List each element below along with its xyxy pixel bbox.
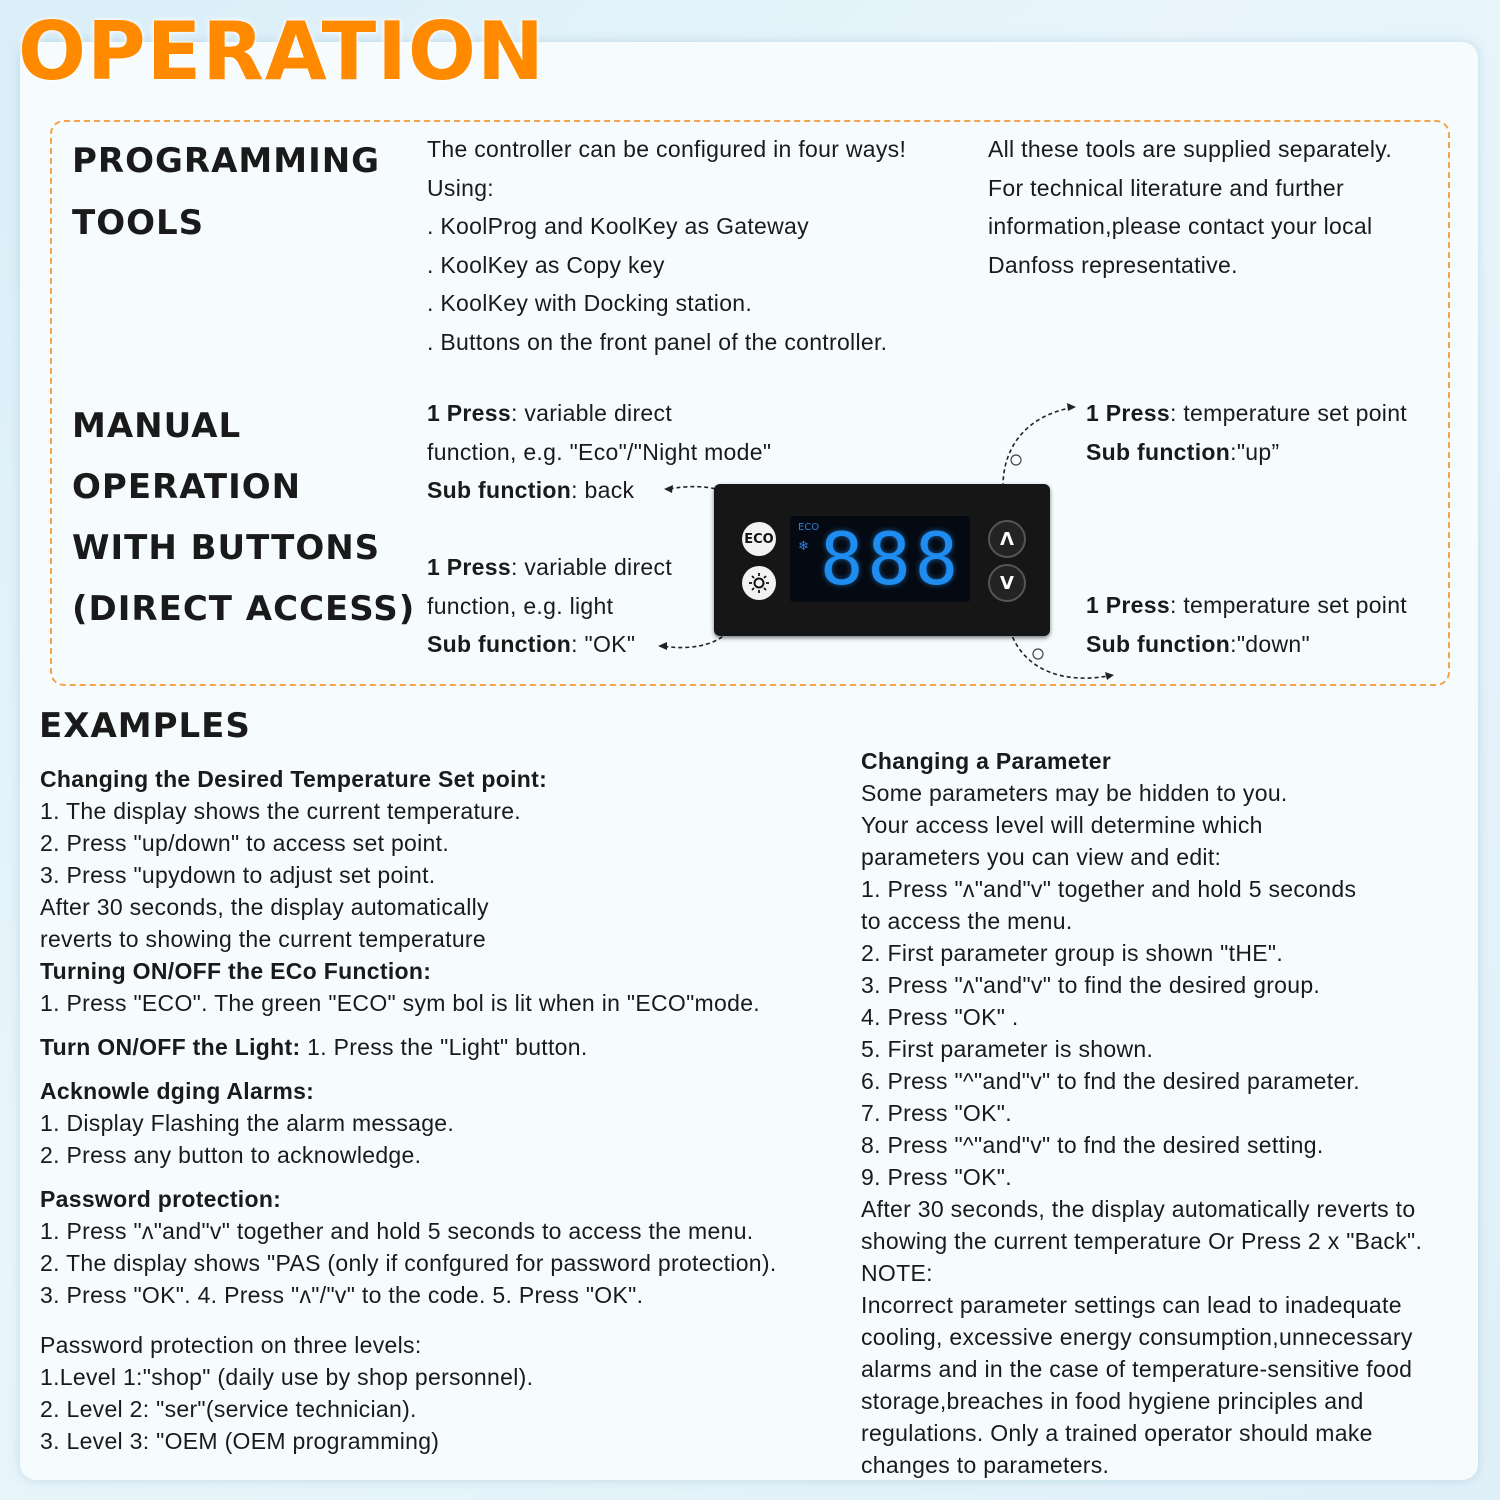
- up-button[interactable]: Λ: [988, 520, 1026, 558]
- list-item: 3. Press "upydown to adjust set point.: [40, 862, 436, 888]
- display-digits: 888: [820, 517, 963, 601]
- light-section: [40, 1031, 840, 1063]
- eco-indicator: ECO: [798, 522, 820, 533]
- sub-function-text: :"up”: [1230, 438, 1280, 465]
- list-item: 2. Press "up/down" to access set point.: [40, 830, 450, 856]
- function-text: function, e.g. "Eco"/"Night mode": [427, 438, 772, 465]
- down-button[interactable]: V: [988, 564, 1026, 602]
- list-item: 1. The display shows the current temperature.: [40, 798, 521, 824]
- light-bulb-icon: [748, 572, 770, 594]
- arrowhead: [1105, 672, 1114, 680]
- press-text: : variable direct: [510, 400, 673, 426]
- list-item: storage,breaches in food hygiene principles and: [861, 1388, 1364, 1414]
- eco-button[interactable]: ECO: [742, 522, 776, 556]
- list-item: reverts to showing the current temperature: [40, 926, 486, 952]
- list-item: 2. First parameter group is shown "tHE".: [861, 940, 1284, 966]
- list-item: 1. Display Flashing the alarm message.: [40, 1110, 455, 1136]
- sub-function-label: Sub function: [427, 477, 572, 503]
- list-item: changes to parameters.: [861, 1452, 1110, 1478]
- list-item: 4. Press "OK" .: [861, 1004, 1019, 1030]
- sub-function-text: : "OK": [571, 631, 636, 657]
- sub-function-label: Sub function: [1086, 630, 1231, 657]
- section-heading: Turn ON/OFF the Light:: [40, 1034, 301, 1060]
- list-item: . Buttons on the front panel of the controller.: [427, 328, 888, 355]
- list-item: 5. First parameter is shown.: [861, 1036, 1154, 1062]
- press-label: 1 Press: [1086, 592, 1170, 618]
- press-label: 1 Press: [427, 400, 511, 426]
- list-item: 8. Press "^"and"v" to fnd the desired setting.: [861, 1132, 1324, 1158]
- section-heading: Changing the Desired Temperature Set point:: [40, 766, 548, 792]
- list-item: alarms and in the case of temperature-sensitive food: [861, 1356, 1413, 1382]
- list-item: 3. Press "ʌ"and"v" to find the desired group.: [861, 972, 1321, 998]
- finger-icon: [1033, 649, 1043, 659]
- list-item: 1. Press "ʌ"and"v" together and hold 5 seconds: [861, 876, 1357, 902]
- list-item: Using:: [427, 174, 494, 201]
- heading-line: WITH BUTTONS: [72, 528, 381, 568]
- examples-heading: EXAMPLES: [39, 706, 251, 746]
- list-item: The controller can be configured in four ways!: [427, 136, 907, 162]
- list-item: After 30 seconds, the display automatically: [40, 894, 489, 920]
- finger-icon: [1011, 455, 1021, 465]
- heading-line: MANUAL: [72, 406, 242, 446]
- arrowhead: [658, 642, 667, 650]
- list-item: After 30 seconds, the display automatically reverts to: [861, 1196, 1416, 1222]
- list-item: . KoolKey with Docking station.: [427, 290, 753, 316]
- section-heading: Password protection:: [40, 1186, 282, 1212]
- section-heading: Turning ON/OFF the ECo Function:: [40, 958, 432, 984]
- sub-function-text: : back: [571, 477, 635, 503]
- list-item: 6. Press "^"and"v" to fnd the desired parameter.: [861, 1068, 1360, 1094]
- page-title: OPERATION: [18, 5, 545, 98]
- list-item: 2. The display shows "PAS (only if confgured for password protection).: [40, 1250, 777, 1276]
- sub-function-label: Sub function: [427, 631, 572, 657]
- list-item: regulations. Only a trained operator should make: [861, 1420, 1373, 1446]
- led-display: [790, 516, 970, 602]
- press-label: 1 Press: [427, 554, 511, 580]
- list-item: Password protection on three levels:: [40, 1332, 422, 1358]
- list-item: NOTE:: [861, 1260, 933, 1286]
- list-item: 1. Press "ECO". The green "ECO" sym bol is lit when in "ECO"mode.: [40, 990, 760, 1016]
- sub-function-label: Sub function: [1086, 438, 1231, 465]
- list-item: 1. Press "ʌ"and"v" together and hold 5 seconds to access the menu.: [40, 1218, 754, 1244]
- list-item: 1.Level 1:"shop" (daily use by shop personnel).: [40, 1364, 534, 1390]
- list-item: cooling, excessive energy consumption,unnecessary: [861, 1324, 1413, 1350]
- list-item: All these tools are supplied separately.: [988, 136, 1393, 162]
- heading-line: (DIRECT ACCESS): [72, 589, 416, 629]
- list-item: Incorrect parameter settings can lead to inadequate: [861, 1292, 1402, 1318]
- controller-device: [714, 484, 1050, 636]
- press-label: 1 Press: [1086, 400, 1170, 426]
- list-item: 3. Level 3: "OEM (OEM programming): [40, 1428, 440, 1454]
- section-heading: Changing a Parameter: [861, 748, 1112, 774]
- list-item: showing the current temperature Or Press 2 x "Back".: [861, 1228, 1423, 1254]
- sub-function-text: :"down": [1230, 630, 1310, 657]
- list-item: parameters you can view and edit:: [861, 844, 1222, 870]
- section-heading: Acknowle dging Alarms:: [40, 1078, 315, 1104]
- list-item: Some parameters may be hidden to you.: [861, 780, 1288, 806]
- arrowhead: [1067, 403, 1076, 411]
- list-item: 2. Level 2: "ser"(service technician).: [40, 1396, 417, 1422]
- heading-line: TOOLS: [72, 203, 205, 243]
- list-item: 9. Press "OK".: [861, 1164, 1012, 1190]
- list-item: For technical literature and further: [988, 174, 1344, 201]
- press-text: : variable direct: [510, 554, 673, 580]
- press-text: : temperature set point: [1169, 592, 1407, 618]
- arrowhead: [664, 485, 673, 493]
- list-item: 1. Press the "Light" button.: [300, 1034, 588, 1060]
- list-item: information,please contact your local: [988, 213, 1373, 239]
- list-item: Danfoss representative.: [988, 251, 1238, 278]
- list-item: . KoolKey as Copy key: [427, 251, 665, 278]
- list-item: 3. Press "OK". 4. Press "ʌ"/"v" to the code. 5. Press "OK".: [40, 1282, 644, 1308]
- heading-line: OPERATION: [72, 467, 302, 507]
- list-item: to access the menu.: [861, 908, 1073, 934]
- list-item: 7. Press "OK".: [861, 1100, 1012, 1126]
- press-text: : temperature set point: [1169, 400, 1407, 426]
- snowflake-icon: ❄: [798, 538, 809, 553]
- examples-right-column: [861, 745, 1476, 1481]
- light-button[interactable]: [742, 566, 776, 600]
- list-item: Your access level will determine which: [861, 812, 1263, 838]
- function-text: function, e.g. light: [427, 592, 614, 619]
- examples-left-column: [40, 763, 840, 1457]
- list-item: . KoolProg and KoolKey as Gateway: [427, 213, 809, 239]
- heading-line: PROGRAMMING: [72, 141, 381, 181]
- list-item: 2. Press any button to acknowledge.: [40, 1142, 422, 1168]
